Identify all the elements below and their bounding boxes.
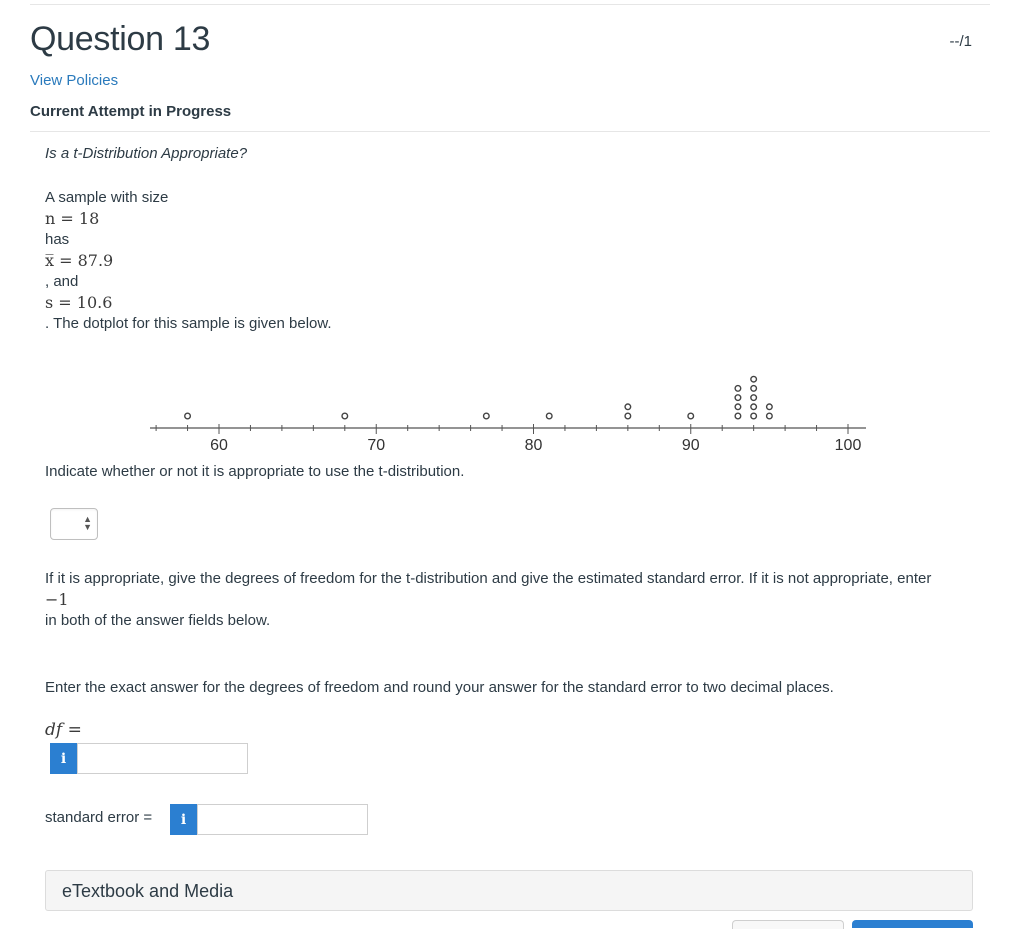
instructions-paragraph-2: Enter the exact answer for the degrees of freedom and round your answer for the standard error to two decimal places. xyxy=(45,679,834,696)
tick-label: 70 xyxy=(367,437,386,454)
df-label: df = xyxy=(45,720,82,740)
data-dot xyxy=(751,376,757,382)
data-dot xyxy=(751,395,757,401)
data-dot xyxy=(751,386,757,392)
tick-label: 80 xyxy=(524,437,543,454)
dropdown-arrows-icon: ▲ ▼ xyxy=(83,514,92,532)
n-expression: n = 18 xyxy=(45,209,100,228)
se-info-glyph: i xyxy=(180,811,187,828)
appropriateness-instruction: Indicate whether or not it is appropriate to use the t-distribution. xyxy=(45,463,465,480)
score-indicator: --/1 xyxy=(949,33,972,50)
data-dot xyxy=(735,395,741,401)
df-input[interactable] xyxy=(77,743,248,774)
top-divider xyxy=(30,4,990,5)
df-info-glyph: i xyxy=(60,750,67,767)
question-subtitle: Is a t-Distribution Appropriate? xyxy=(45,145,248,162)
dotplot-chart xyxy=(150,352,870,456)
se-info-icon[interactable] xyxy=(170,804,197,835)
attempt-status: Current Attempt in Progress xyxy=(30,103,232,120)
data-dot xyxy=(484,413,490,419)
appropriateness-dropdown[interactable] xyxy=(50,508,98,540)
data-dot xyxy=(185,413,191,419)
data-dot xyxy=(751,404,757,410)
etextbook-media-panel[interactable] xyxy=(45,870,973,911)
tick-label: 100 xyxy=(834,437,862,454)
dotplot-intro-text: . The dotplot for this sample is given below. xyxy=(45,315,332,332)
tick-label: 60 xyxy=(210,437,228,454)
secondary-action-button[interactable] xyxy=(732,920,844,929)
tick-label: 90 xyxy=(681,437,700,454)
data-dot xyxy=(735,413,741,419)
mean-expression: x̅ = 87.9 xyxy=(45,251,114,270)
data-dot xyxy=(767,413,773,419)
sample-size-text: A sample with size xyxy=(45,189,169,206)
data-dot xyxy=(625,404,631,410)
sd-expression: s = 10.6 xyxy=(45,293,113,312)
primary-action-button[interactable] xyxy=(852,920,973,928)
minus-one-value: −1 xyxy=(45,590,69,609)
data-dot xyxy=(688,413,694,419)
data-dot xyxy=(767,404,773,410)
data-dot xyxy=(342,413,348,419)
standard-error-input[interactable] xyxy=(197,804,368,835)
standard-error-label: standard error = xyxy=(45,809,153,826)
data-dot xyxy=(735,404,741,410)
instructions-paragraph-1 xyxy=(45,568,975,631)
etextbook-media-label: eTextbook and Media xyxy=(62,881,234,901)
instructions-text-1a: If it is appropriate, give the degrees of freedom for the t-distribution and give the estimated standard error. If it is not appropriate, enter xyxy=(45,570,932,587)
header-divider xyxy=(30,131,990,132)
has-text: has xyxy=(45,231,70,248)
question-title: Question 13 xyxy=(30,20,211,58)
view-policies-link[interactable]: View Policies xyxy=(30,72,119,89)
df-info-icon[interactable] xyxy=(50,743,77,774)
data-dot xyxy=(751,413,757,419)
and-text: , and xyxy=(45,273,79,290)
instructions-text-1b: in both of the answer fields below. xyxy=(45,612,271,629)
data-dot xyxy=(735,386,741,392)
data-dot xyxy=(546,413,552,419)
data-dot xyxy=(625,413,631,419)
